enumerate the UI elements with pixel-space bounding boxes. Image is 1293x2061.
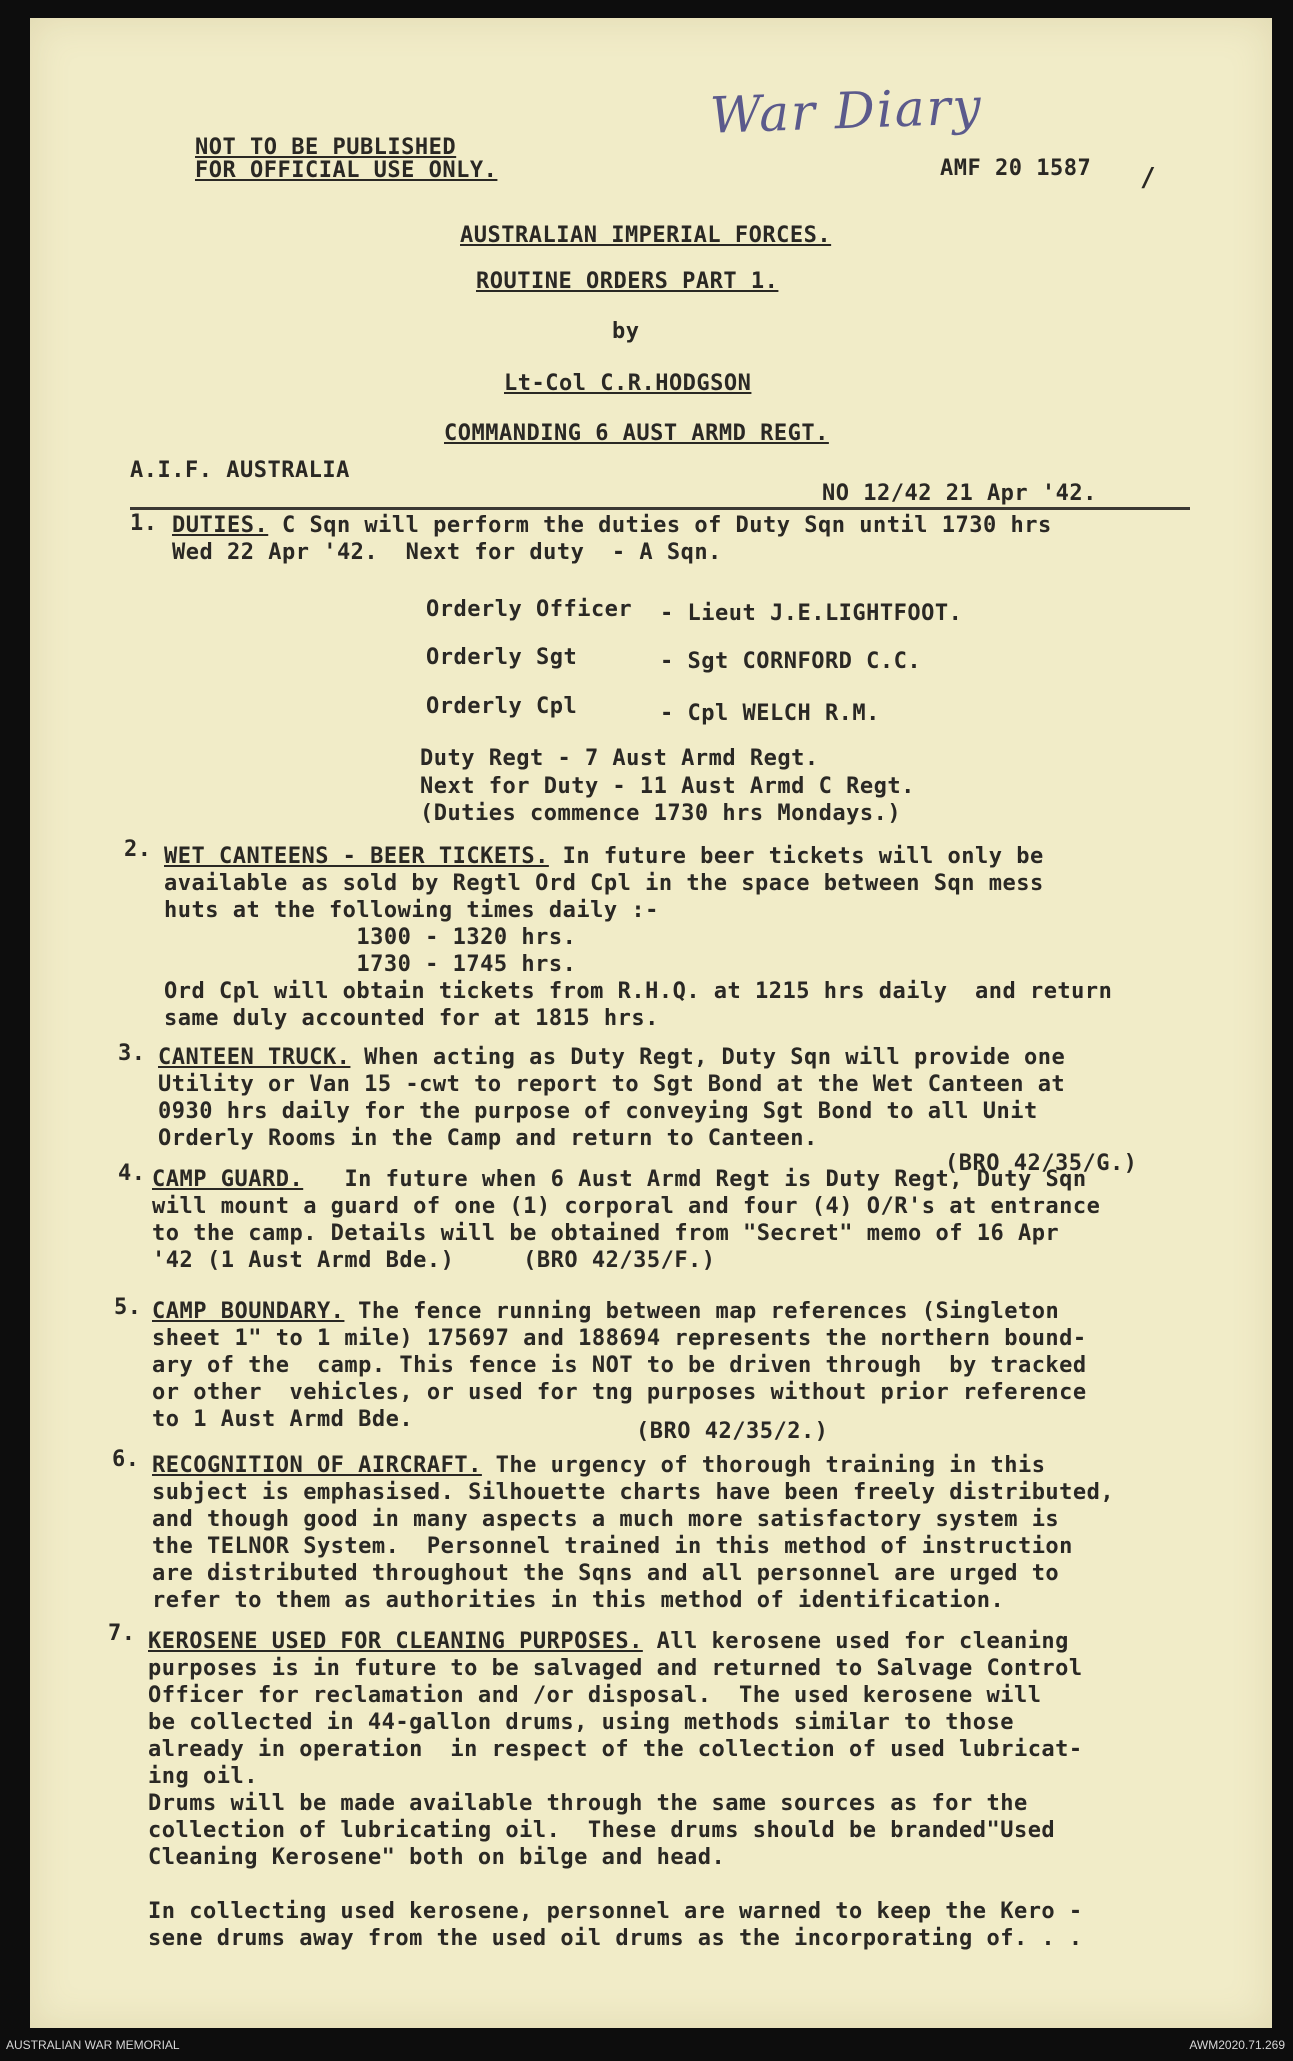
orderly-sgt-name: - Sgt CORNFORD C.C. bbox=[660, 649, 922, 674]
security-line-1: NOT TO BE PUBLISHED bbox=[195, 135, 457, 160]
section-3-text: CANTEEN TRUCK. When acting as Duty Regt, Duty Sqn will provide one Utility or Van 15 -cwt to report to Sgt Bond at the Wet Canteen at 0930 hrs daily for the purpose of conveying Sgt Bond to all Unit Orderly Rooms in the Camp and return to Canteen. bbox=[158, 1045, 1066, 1151]
section-3-bro-ref: (BRO 42/35/G.) bbox=[945, 1151, 1138, 1176]
orderly-sgt-role: Orderly Sgt bbox=[426, 645, 578, 670]
security-line-2: FOR OFFICIAL USE ONLY. bbox=[195, 158, 498, 183]
document-subtitle: ROUTINE ORDERS PART 1. bbox=[476, 269, 779, 294]
section-7-number: 7. bbox=[108, 1621, 136, 1646]
duties-commence: (Duties commence 1730 hrs Mondays.) bbox=[420, 801, 902, 826]
section-1-text: DUTIES. C Sqn will perform the duties of Duty Sqn until 1730 hrs Wed 22 Apr '42. Next for duty - A Sqn. bbox=[172, 513, 1052, 565]
handwritten-annotation: War Diary bbox=[709, 77, 984, 145]
section-2-text: WET CANTEENS - BEER TICKETS. In future beer tickets will only be available as sold by Regtl Ord Cpl in the space between Sqn mess huts at the following times daily :- 1300 - 1320 hrs. 1730 - 1745 hrs. Ord Cpl will obtain tickets from R.H.Q. at 1215 hrs daily and return same duly accounted for at 1815 hrs. bbox=[164, 844, 1113, 1031]
section-5-heading: CAMP BOUNDARY. bbox=[152, 1299, 345, 1324]
command-line: COMMANDING 6 AUST ARMD REGT. bbox=[444, 421, 829, 446]
by-line: by bbox=[612, 319, 640, 344]
orderly-cpl-role: Orderly Cpl bbox=[426, 694, 578, 719]
section-1-heading: DUTIES. bbox=[172, 513, 269, 538]
section-3-heading: CANTEEN TRUCK. bbox=[158, 1045, 351, 1070]
tick-mark: / bbox=[1140, 163, 1157, 193]
reference-number: AMF 20 1587 bbox=[940, 156, 1092, 181]
section-5-bro-ref: (BRO 42/35/2.) bbox=[636, 1419, 829, 1444]
document-title: AUSTRALIAN IMPERIAL FORCES. bbox=[460, 223, 832, 248]
section-7-heading: KEROSENE USED FOR CLEANING PURPOSES. bbox=[148, 1629, 643, 1654]
section-7-text: KEROSENE USED FOR CLEANING PURPOSES. All kerosene used for cleaning purposes is in future to be salvaged and returned to Salvage Control Officer for reclamation and /or disposal. The used kerosene will be collected in 44-gallon drums, using methods similar to those already in operation in respect of the collection of used lubricat- ing oil. Drums will be made available through the same sources as for the collection of lubricating oil. These drums should be branded"Used Cleaning Kerosene" both on bilge and head. In collecting used kerosene, personnel are warned to keep the Kero - sene drums away from the used oil drums as the incorporating of. . . bbox=[148, 1629, 1083, 1951]
section-1-number: 1. bbox=[130, 511, 158, 536]
header-rule bbox=[130, 507, 1190, 510]
officer-name: Lt-Col C.R.HODGSON bbox=[504, 371, 752, 396]
section-4-text: CAMP GUARD. In future when 6 Aust Armd Regt is Duty Regt, Duty Sqn will mount a guard of one (1) corporal and four (4) O/R's at entrance to the camp. Details will be obtained from "Secret" memo of 16 Apr '42 (1 Aust Armd Bde.) (BRO 42/35/F.) bbox=[152, 1167, 1101, 1273]
next-duty-regt: Next for Duty - 11 Aust Armd C Regt. bbox=[420, 774, 915, 799]
footer-institution: AUSTRALIAN WAR MEMORIAL bbox=[6, 2038, 180, 2052]
orderly-cpl-name: - Cpl WELCH R.M. bbox=[660, 701, 880, 726]
footer-accession-number: AWM2020.71.269 bbox=[1189, 2038, 1285, 2052]
order-number: NO 12/42 21 Apr '42. bbox=[822, 481, 1097, 506]
duty-regt: Duty Regt - 7 Aust Armd Regt. bbox=[420, 746, 819, 771]
section-3-number: 3. bbox=[118, 1041, 146, 1066]
orderly-officer-name: - Lieut J.E.LIGHTFOOT. bbox=[660, 601, 963, 626]
location: A.I.F. AUSTRALIA bbox=[130, 458, 350, 483]
orderly-officer-role: Orderly Officer bbox=[426, 597, 633, 622]
section-4-number: 4. bbox=[118, 1161, 146, 1186]
section-6-number: 6. bbox=[112, 1447, 140, 1472]
section-5-text: CAMP BOUNDARY. The fence running between map references (Singleton sheet 1" to 1 mile) 175697 and 188694 represents the northern bound- ary of the camp. This fence is NOT to be driven through by tracked or other vehicles, or used for tng purposes without prior reference to 1 Aust Armd Bde. bbox=[152, 1299, 1087, 1432]
section-6-heading: RECOGNITION OF AIRCRAFT. bbox=[152, 1453, 482, 1478]
section-2-heading: WET CANTEENS - BEER TICKETS. bbox=[164, 844, 549, 869]
section-5-number: 5. bbox=[114, 1295, 142, 1320]
section-2-number: 2. bbox=[124, 837, 152, 862]
section-4-heading: CAMP GUARD. bbox=[152, 1167, 304, 1192]
section-6-text: RECOGNITION OF AIRCRAFT. The urgency of thorough training in this subject is emphasised. Silhouette charts have been freely distributed, and though good in many aspects a much more satisfactory system is the TELNOR System. Personnel trained in this method of instruction are distributed throughout the Sqns and all personnel are urged to refer to them as authorities in this method of identification. bbox=[152, 1453, 1115, 1613]
